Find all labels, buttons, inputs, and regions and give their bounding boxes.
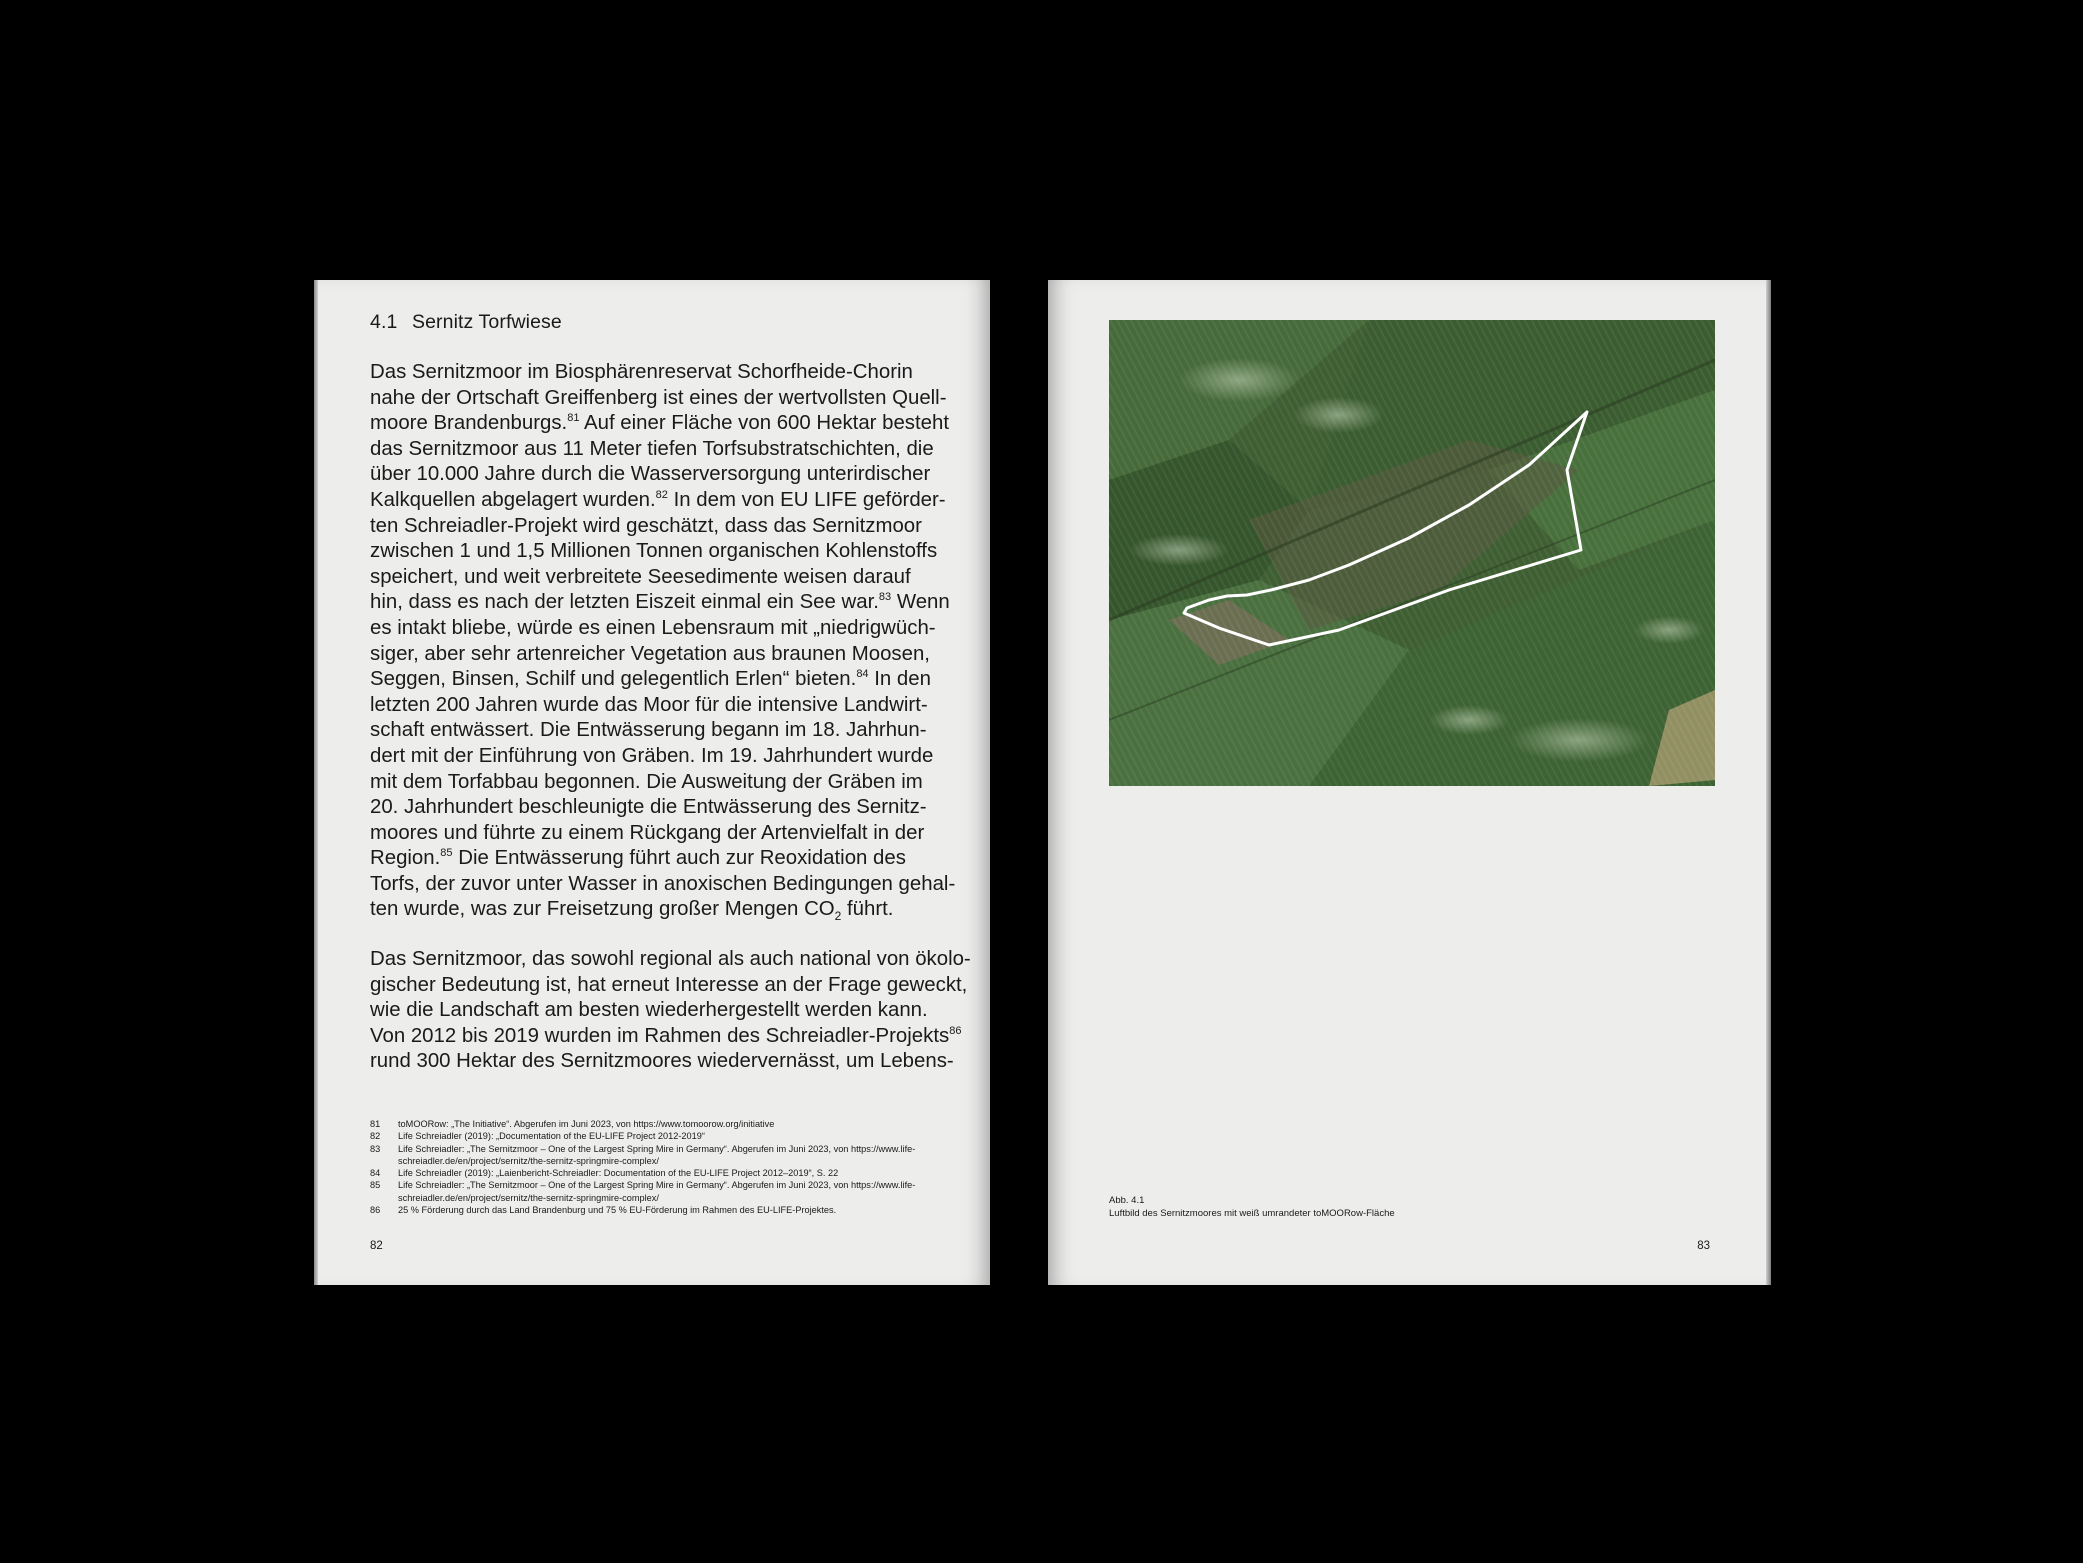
footnote-text: Life Schreiadler: „The Sernitzmoor – One of the Largest Spring Mire in Germany“. Abgerufen im Juni 2023, von https://www.life-schreiadler.de/en/project/sernitz/the-sernitz-springmire-complex/ xyxy=(398,1143,916,1166)
aerial-photo xyxy=(1109,320,1715,786)
footnote xyxy=(370,1118,970,1130)
aerial-photo-icon xyxy=(1109,320,1715,786)
footnote-number: 86 xyxy=(370,1205,381,1216)
section-heading xyxy=(370,311,562,334)
footnote xyxy=(370,1130,970,1142)
figure-caption xyxy=(1109,1195,1395,1220)
footnote-number: 83 xyxy=(370,1143,381,1154)
page-number-left: 82 xyxy=(370,1240,383,1252)
caption-label: Abb. 4.1 xyxy=(1109,1195,1145,1206)
left-page xyxy=(318,280,990,1285)
footnote-number: 85 xyxy=(370,1180,381,1191)
footnote xyxy=(370,1143,970,1168)
book-gutter xyxy=(990,280,1048,1285)
right-page xyxy=(1048,280,1766,1285)
caption-text: Luftbild des Sernitzmoores mit weiß umrandeter toMOORow-Fläche xyxy=(1109,1207,1395,1219)
body-paragraph-1: Das Sernitzmoor im Biosphärenreservat Schorfheide-Chorin nahe der Ortschaft Greiffenberg ist eines der wertvollsten Quell- moore Brandenburgs.$^{81}$ Auf einer Fläche von 600 Hektar besteht das Sernitzmoor aus 11 Meter tiefen Torfsubstratschichten, die über 10.000 Jahre durch die Wasserversorgung unterirdischer Kalkquellen abgelagert wurden.$^{82}$ In dem von EU LIFE geförder- ten Schreiadler-Projekt wird geschätzt, dass das Sernitzmoor zwischen 1 und 1,5 Millionen Tonnen organischen Kohlenstoffs speichert, und weit verbreitete Seesedimente weisen darauf hin, dass es nach der letzten Eiszeit einmal ein See war.$^{83}$ Wenn es intakt bliebe, würde es einen Lebensraum mit „niedrigwüch- siger, aber sehr artenreicher Vegetation aus braunen Moosen, Seggen, Binsen, Schilf und gelegentlich Erlen“ bieten.$^{84}$ In den letzten 200 Jahren wurde das Moor für die intensive Landwirt- schaft entwässert. Die Entwässerung begann im 18. Jahrhun- dert mit der Einführung von Gräben. Im 19. Jahrhundert wurde mit dem Torfabbau begonnen. Die Ausweitung der Gräben im 20. Jahrhundert beschleunigte die Entwässerung des Sernitz- moores und führte zu einem Rückgang der Artenvielfalt in der Region.$^{85}$ Die Entwässerung führt auch zur Reoxidation des Torfs, der zuvor unter Wasser in anoxischen Bedingungen gehal- ten wurde, was zur Freisetzung großer Mengen $CO_2$ führt. xyxy=(370,361,956,924)
footnote-text: Life Schreiadler (2019): „Documentation of the EU-LIFE Project 2012-2019“ xyxy=(398,1131,705,1142)
footnote-text: toMOORow: „The Initiative“. Abgerufen im Juni 2023, von https://www.tomoorow.org/initiative xyxy=(398,1119,775,1129)
footnotes xyxy=(370,1118,970,1216)
footnote-text: Life Schreiadler (2019): „Laienbericht-Schreiadler: Documentation of the EU-LIFE Project 2012–2019“, S. 22 xyxy=(398,1168,839,1179)
footnote xyxy=(370,1167,970,1179)
footnote-number: 82 xyxy=(370,1131,381,1142)
page-number-right: 83 xyxy=(1697,1240,1710,1252)
footnote xyxy=(370,1179,970,1204)
footnote-text: 25 % Förderung durch das Land Brandenburg und 75 % EU-Förderung im Rahmen des EU-LIFE-Projektes. xyxy=(398,1205,837,1216)
body-paragraph-2: Das Sernitzmoor, das sowohl regional als auch national von ökolo- gischer Bedeutung ist, hat erneut Interesse an der Frage geweckt, wie die Landschaft am besten wiederhergestellt werden kann. Von 2012 bis 2019 wurden im Rahmen des Schreiadler-Projekts$^{86}$ rund 300 Hektar des Sernitzmoores wiedervernässt, um Lebens- xyxy=(370,948,971,1073)
footnote xyxy=(370,1204,970,1216)
footnote-text: Life Schreiadler: „The Sernitzmoor – One of the Largest Spring Mire in Germany“. Abgerufen im Juni 2023, von https://www.life-schreiadler.de/en/project/sernitz/the-sernitz-springmire-complex/ xyxy=(398,1180,916,1203)
section-title: Sernitz Torfwiese xyxy=(412,311,562,333)
footnote-number: 81 xyxy=(370,1119,381,1129)
section-number: 4.1 xyxy=(370,311,398,333)
footnote-number: 84 xyxy=(370,1168,381,1179)
